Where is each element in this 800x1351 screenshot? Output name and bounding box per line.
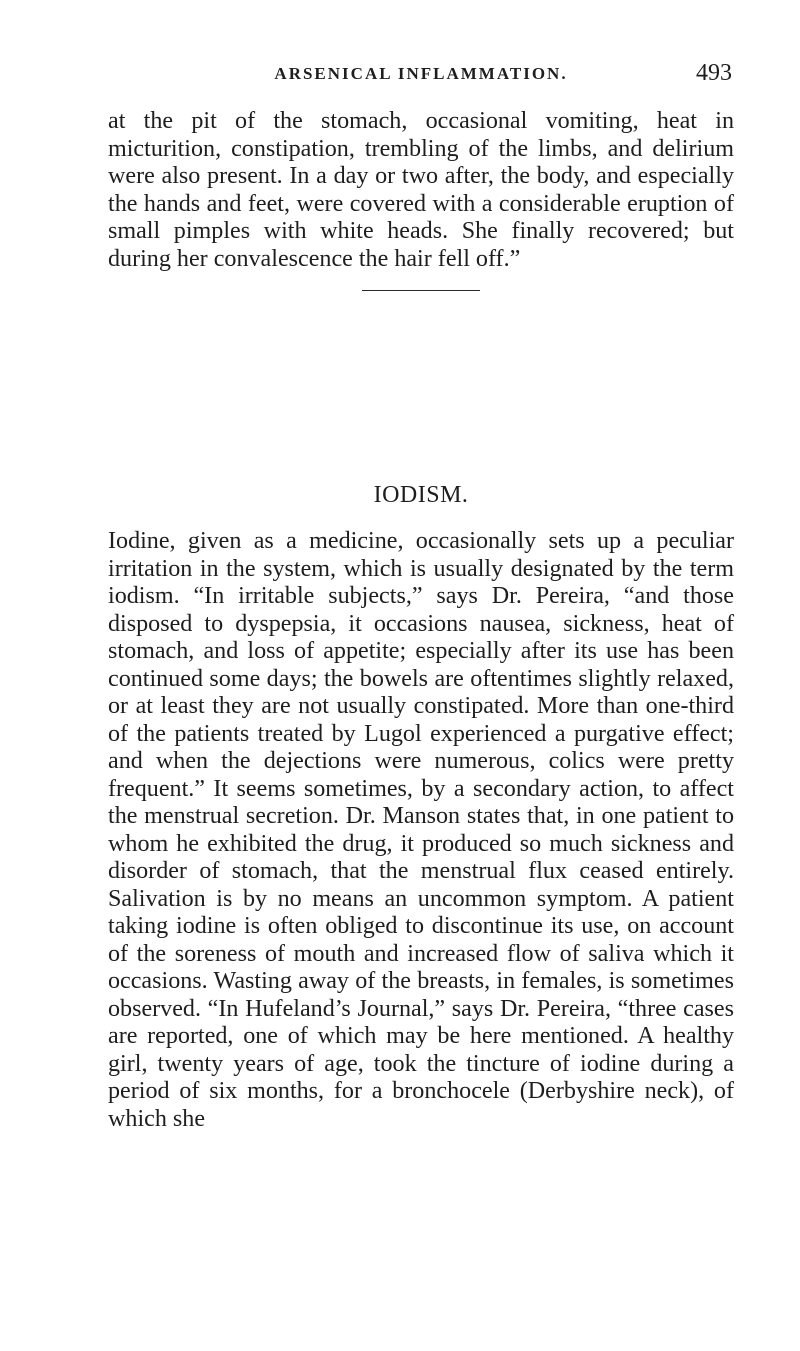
continuation-paragraph-text: at the pit of the stomach, occasional vomiting, heat in micturition, constipation, trembling of the limbs, and delirium were also present. In a day or two after, the body, and especially the hands and feet, were covered with a considerable eruption of small pimples with white heads. She finally recovered; but during her convalescence the hair fell off.” xyxy=(108,108,734,272)
section-divider xyxy=(362,290,480,291)
section-heading: IODISM. xyxy=(373,482,469,508)
section-paragraph xyxy=(108,528,734,1133)
running-head xyxy=(110,60,732,100)
section-paragraph-text: Iodine, given as a medicine, occasionally sets up a peculiar irritation in the system, which is usually designated by the term iodism. “In irritable subjects,” says Dr. Pereira, “and those disposed to dyspepsia, it occasions nausea, sickness, heat of stomach, and loss of appetite; especially after its use has been continued some days; the bowels are oftentimes slightly relaxed, or at least they are not usually constipated. More than one-third of the patients treated by Lugol experienced a purgative effect; and when the dejections were numerous, colics were pretty frequent.” It seems sometimes, by a secondary action, to affect the menstrual secretion. Dr. Manson states that, in one patient to whom he exhibited the drug, it produced so much sickness and disorder of stomach, that the menstrual flux ceased entirely. Salivation is by no means an uncommon symptom. A patient taking iodine is often obliged to discontinue its use, on account of the soreness of mouth and increased flow of saliva which it occasions. Wasting away of the breasts, in females, is sometimes observed. “In Hufeland’s Journal,” says Dr. Pereira, “three cases are reported, one of which may be here mentioned. A healthy girl, twenty years of age, took the tincture of iodine during a period of six months, for a bronchocele (Derbyshire neck), of which she xyxy=(108,528,734,1132)
page-number: 493 xyxy=(696,60,732,86)
running-title: ARSENICAL INFLAMMATION. xyxy=(274,64,568,83)
continuation-paragraph xyxy=(108,108,734,273)
